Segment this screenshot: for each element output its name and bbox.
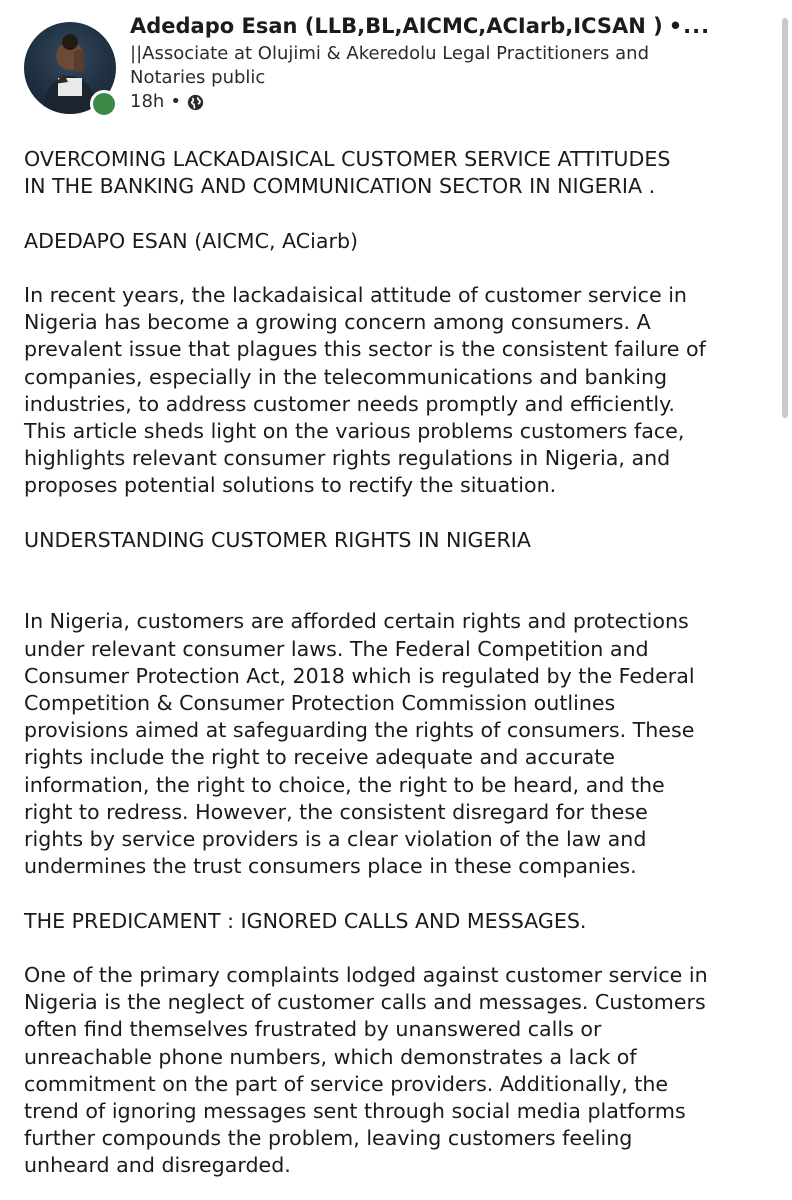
paragraph-line: In recent years, the lackadaisical attitude of customer service in <box>24 282 687 307</box>
author-name[interactable] <box>130 12 770 40</box>
post-body <box>24 146 776 1180</box>
paragraph-line: prevalent issue that plagues this sector is the consistent failure of <box>24 337 706 362</box>
paragraph-line: information, the right to choice, the right to be heard, and the <box>24 772 665 797</box>
author-headline-line: Notaries public <box>130 67 266 88</box>
online-status-indicator <box>90 90 118 118</box>
paragraph-line: further compounds the problem, leaving customers feeling <box>24 1126 633 1151</box>
paragraph-line: undermines the trust consumers place in these companies. <box>24 854 637 879</box>
paragraph-line: highlights relevant consumer rights regulations in Nigeria, and <box>24 446 671 471</box>
paragraph-line: Nigeria has become a growing concern among consumers. A <box>24 310 651 335</box>
paragraph-line: Competition & Consumer Protection Commission outlines <box>24 691 616 715</box>
author-headline <box>130 42 750 90</box>
paragraph-line: commitment on the part of service providers. Additionally, the <box>24 1071 669 1096</box>
paragraph-line: This article sheds light on the various problems customers face, <box>24 419 685 443</box>
globe-icon <box>187 94 204 111</box>
post-timestamp[interactable]: 18h <box>130 91 165 112</box>
meta-separator: • <box>170 91 181 112</box>
paragraph-line: unheard and disregarded. <box>24 1153 291 1178</box>
section-heading: THE PREDICAMENT : IGNORED CALLS AND MESSAGES. <box>24 908 587 933</box>
article-byline: ADEDAPO ESAN (AICMC, ACiarb) <box>24 228 359 253</box>
paragraph-line: rights include the right to receive adequate and accurate <box>24 745 615 770</box>
author-headline-line: ||Associate at Olujimi & Akeredolu Legal Practitioners and <box>130 43 650 64</box>
paragraph-line: unreachable phone numbers, which demonstrates a lack of <box>24 1044 637 1069</box>
paragraph-line: Consumer Protection Act, 2018 which is regulated by the Federal <box>24 663 695 688</box>
paragraph-line: Nigeria is the neglect of customer calls and messages. Customers <box>24 990 706 1015</box>
paragraph-line: proposes potential solutions to rectify the situation. <box>24 473 557 498</box>
paragraph-line: right to redress. However, the consistent disregard for these <box>24 799 648 824</box>
more-options-icon[interactable]: •... <box>668 14 711 38</box>
paragraph-line: often find themselves frustrated by unanswered calls or <box>24 1017 602 1042</box>
paragraph-line: In Nigeria, customers are afforded certain rights and protections <box>24 609 689 634</box>
section-heading: UNDERSTANDING CUSTOMER RIGHTS IN NIGERIA <box>24 527 531 552</box>
post-header <box>24 12 774 124</box>
article-title-line: OVERCOMING LACKADAISICAL CUSTOMER SERVICE ATTITUDES <box>24 147 671 171</box>
paragraph-line: companies, especially in the telecommunications and banking <box>24 364 668 389</box>
paragraph-line: under relevant consumer laws. The Federal Competition and <box>24 636 649 661</box>
paragraph-line: One of the primary complaints lodged against customer service in <box>24 963 708 987</box>
scrollbar[interactable] <box>780 0 792 1200</box>
paragraph-line: industries, to address customer needs promptly and efficiently. <box>24 391 675 416</box>
article-title-line: IN THE BANKING AND COMMUNICATION SECTOR IN NIGERIA . <box>24 174 656 199</box>
paragraph-line: trend of ignoring messages sent through social media platforms <box>24 1099 686 1124</box>
author-block <box>130 12 770 114</box>
author-name-text[interactable]: Adedapo Esan (LLB,BL,AICMC,ACIarb,ICSAN ) <box>130 14 663 38</box>
post-meta <box>130 90 770 114</box>
paragraph-line: rights by service providers is a clear violation of the law and <box>24 827 647 852</box>
scrollbar-thumb[interactable] <box>782 18 788 418</box>
paragraph-line: provisions aimed at safeguarding the rights of consumers. These <box>24 718 695 743</box>
